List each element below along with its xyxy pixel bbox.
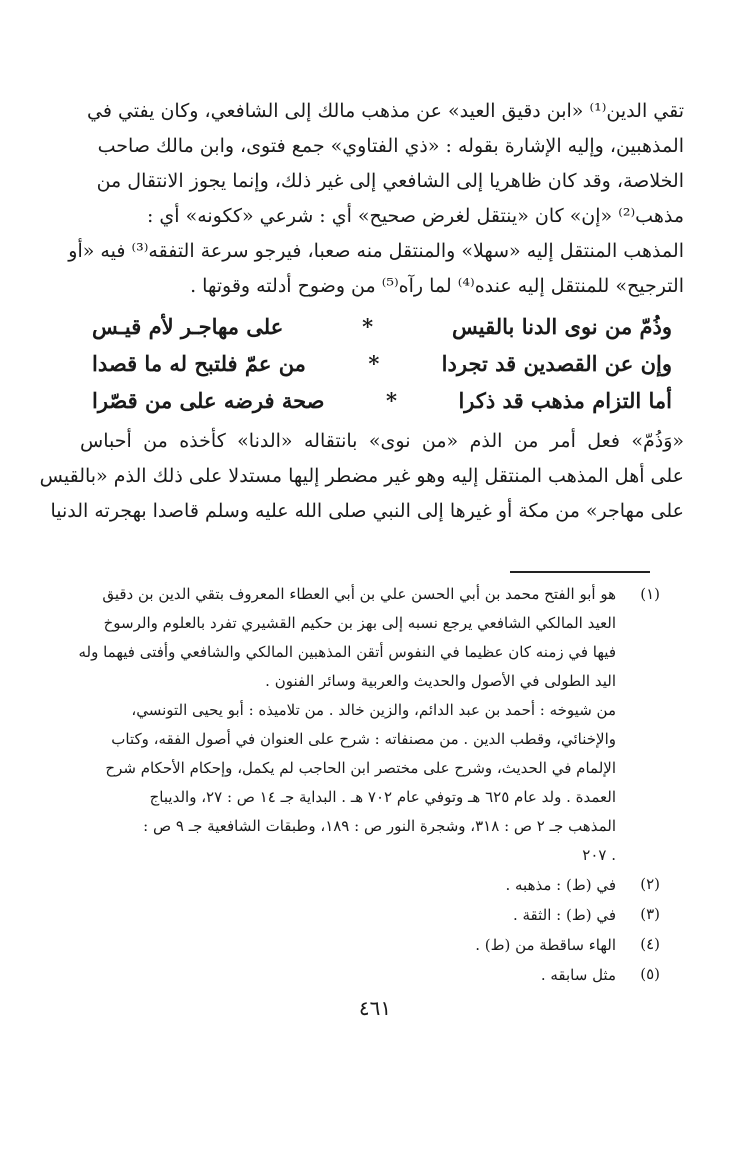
footnote-line: هو أبو الفتح محمد بن أبي الحسن علي بن أبي العطاء المعروف بتقي الدين بن دقيق — [102, 585, 616, 603]
text-line: «وَذُمّ» فعل أمر من الذم «من نوى» بانتقاله «الدنا» كأخذه من أحباس — [80, 430, 684, 452]
footnote-divider — [510, 571, 650, 573]
verse-separator: * — [362, 314, 374, 339]
page-number: ٤٦١ — [358, 996, 392, 1020]
verse-line — [92, 308, 672, 345]
footnote — [88, 930, 660, 960]
verse-second-hemistich: من عمّ فلتبح له ما قصدا — [92, 351, 306, 376]
footnote-line: الهاء ساقطة من (ط) . — [475, 936, 616, 954]
text-line: على مهاجر» من مكة أو غيرها إلى النبي صلى الله عليه وسلم قاصدا بهجرته الدنيا — [50, 500, 684, 522]
footnote-line: . ٢٠٧ — [582, 846, 616, 864]
verse-second-hemistich: على مهاجـر لأم قيـس — [92, 314, 284, 339]
footnote-number: (٥) — [640, 965, 660, 983]
footnote-line: اليد الطولى في الأصول والحديث والعربية وسائر الفنون . — [265, 672, 616, 690]
footnote-text — [88, 960, 616, 990]
text-line: المذهبين، وإليه الإشارة بقوله : «ذي الفتاوي» جمع فتوى، وابن مالك صاحب — [97, 135, 684, 157]
footnote-line: مثل سابقه . — [540, 966, 616, 984]
footnote-line: في (ط) : الثقة . — [512, 906, 616, 924]
footnote-line: والإخنائي، وقطب الدين . من مصنفاته : شرح على العنوان في أصول الفقه، وكتاب — [111, 730, 616, 748]
text-line: الخلاصة، وقد كان ظاهريا إلى الشافعي إلى غير ذلك، وإنما يجوز الانتقال من — [96, 170, 684, 192]
footnote-line: العمدة . ولد عام ٦٢٥ هـ وتوفي عام ٧٠٢ هـ . البداية جـ ١٤ ص : ٢٧، والديباج — [149, 788, 616, 806]
footnote-number: (٤) — [640, 935, 660, 953]
footnote — [88, 960, 660, 990]
footnotes — [78, 580, 660, 990]
footnote-number: (١) — [640, 585, 660, 603]
verse-line — [92, 345, 672, 382]
footnote-line: فيها في زمنه كان عظيما في النفوس أتقن المذهبين المالكي والشافعي وأفتى فيهما وله — [78, 643, 616, 661]
verse-first-hemistich: أما التزام مذهب قد ذكرا — [458, 388, 672, 413]
text-line: مذهب⁽²⁾ «إن» كان «ينتقل لغرض صحيح» أي : شرعي «ككونه» أي : — [146, 205, 684, 227]
verse-separator: * — [386, 388, 397, 413]
main-paragraph — [68, 94, 684, 304]
footnote-line: في (ط) : مذهبه . — [505, 876, 616, 894]
footnote-text — [88, 870, 616, 900]
footnote-line: المذهب جـ ٢ ص : ٣١٨، وشجرة النور ص : ١٨٩، وطبقات الشافعية جـ ٩ ص : — [143, 817, 616, 835]
text-line: الترجيح» للمنتقل إليه عنده⁽⁴⁾ لما رآه⁽⁵⁾ من وضوح أدلته وقوتها . — [190, 275, 684, 297]
footnote — [88, 900, 660, 930]
text-line: المذهب المنتقل إليه «سهلا» والمنتقل منه صعبا، فيرجو سرعة التفقه⁽³⁾ فيه «أو — [68, 240, 684, 262]
footnote-line: العيد المالكي الشافعي يرجع نسبه إلى بهز بن حكيم القشيري تفرد بالعلوم والرسوخ — [103, 614, 616, 632]
verse-second-hemistich: صحة فرضه على من قصّرا — [92, 388, 325, 413]
footnote-line: من شيوخه : أحمد بن عبد الدائم، والزين خالد . من تلاميذه : أبو يحيى التونسي، — [131, 701, 616, 719]
footnote — [88, 870, 660, 900]
text-line: تقي الدين⁽¹⁾ «ابن دقيق العيد» عن مذهب مالك إلى الشافعي، وكان يفتي في — [87, 100, 684, 122]
text-line: على أهل المذهب المنتقل إليه وهو غير مضطر إليها مستدلا على ذلك الذم «بالقيس — [39, 465, 684, 487]
footnote-line: الإلمام في الحديث، وشرح على مختصر ابن الحاجب لم يكمل، وإحكام الأحكام شرح — [105, 759, 616, 777]
footnote-number: (٢) — [640, 875, 660, 893]
verse-first-hemistich: وإن عن القصدين قد تجردا — [441, 351, 672, 376]
commentary-paragraph — [39, 424, 684, 529]
footnote-number: (٣) — [640, 905, 660, 923]
footnote-text — [78, 580, 616, 870]
verse-first-hemistich: وذُمّ من نوى الدنا بالقيس — [452, 314, 672, 339]
verse-block — [92, 308, 672, 419]
footnote-text — [88, 930, 616, 960]
footnote-text — [88, 900, 616, 930]
verse-line — [92, 382, 672, 419]
verse-separator: * — [368, 351, 380, 376]
footnote — [78, 580, 660, 870]
